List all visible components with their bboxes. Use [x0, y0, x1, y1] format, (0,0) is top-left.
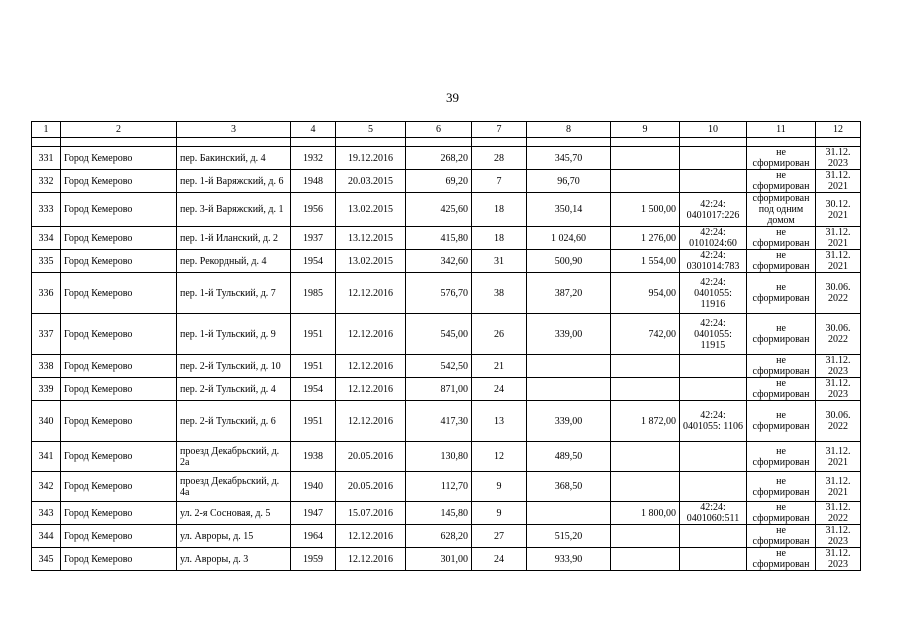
land-area-cell — [611, 442, 680, 472]
column-header: 4 — [291, 122, 336, 138]
land-status-cell: не сформирован — [747, 401, 816, 442]
address-cell: пер. 3-й Варяжский, д. 1 — [177, 193, 291, 227]
row-number: 338 — [32, 355, 61, 378]
area-cell: 342,60 — [406, 250, 472, 273]
year-cell: 1985 — [291, 273, 336, 314]
address-cell: пер. 2-й Тульский, д. 6 — [177, 401, 291, 442]
land-status-cell: не сформирован — [747, 170, 816, 193]
residents-cell: 27 — [472, 525, 527, 548]
address-cell: пер. 1-й Варяжский, д. 6 — [177, 170, 291, 193]
address-cell: пер. Рекордный, д. 4 — [177, 250, 291, 273]
residents-cell: 38 — [472, 273, 527, 314]
land-area-cell — [611, 548, 680, 571]
area-cell: 576,70 — [406, 273, 472, 314]
land-area-cell — [611, 525, 680, 548]
table-row — [32, 227, 861, 250]
land-status-cell: не сформирован — [747, 525, 816, 548]
cadastral-number-cell: 42:24: 0401055: 11916 — [680, 273, 747, 314]
page-number: 39 — [446, 90, 459, 105]
living-area-cell: 345,70 — [527, 147, 611, 170]
date-cell: 15.07.2016 — [336, 502, 406, 525]
date-cell: 20.05.2016 — [336, 442, 406, 472]
city-cell: Город Кемерово — [61, 442, 177, 472]
column-header: 7 — [472, 122, 527, 138]
city-cell: Город Кемерово — [61, 147, 177, 170]
row-number: 343 — [32, 502, 61, 525]
date-cell: 13.02.2015 — [336, 250, 406, 273]
city-cell: Город Кемерово — [61, 273, 177, 314]
column-header: 2 — [61, 122, 177, 138]
cadastral-number-cell: 42:24: 0401060:511 — [680, 502, 747, 525]
land-status-cell: не сформирован — [747, 227, 816, 250]
land-area-cell: 742,00 — [611, 314, 680, 355]
date-cell: 20.05.2016 — [336, 472, 406, 502]
living-area-cell: 96,70 — [527, 170, 611, 193]
area-cell: 542,50 — [406, 355, 472, 378]
city-cell: Город Кемерово — [61, 193, 177, 227]
land-status-cell: не сформирован — [747, 147, 816, 170]
living-area-cell: 368,50 — [527, 472, 611, 502]
address-cell: пер. 1-й Тульский, д. 9 — [177, 314, 291, 355]
cadastral-number-cell — [680, 170, 747, 193]
year-cell: 1937 — [291, 227, 336, 250]
living-area-cell — [527, 502, 611, 525]
residents-cell: 18 — [472, 227, 527, 250]
city-cell: Город Кемерово — [61, 472, 177, 502]
land-area-cell: 1 276,00 — [611, 227, 680, 250]
living-area-cell: 500,90 — [527, 250, 611, 273]
area-cell: 145,80 — [406, 502, 472, 525]
land-area-cell: 1 500,00 — [611, 193, 680, 227]
living-area-cell: 339,00 — [527, 401, 611, 442]
cadastral-number-cell: 42:24: 0301014:783 — [680, 250, 747, 273]
area-cell: 628,20 — [406, 525, 472, 548]
deadline-cell: 30.12. 2021 — [816, 193, 861, 227]
living-area-cell: 933,90 — [527, 548, 611, 571]
living-area-cell: 1 024,60 — [527, 227, 611, 250]
residents-cell: 13 — [472, 401, 527, 442]
year-cell: 1951 — [291, 314, 336, 355]
row-number: 336 — [32, 273, 61, 314]
deadline-cell: 31.12. 2023 — [816, 147, 861, 170]
residents-cell: 24 — [472, 548, 527, 571]
year-cell: 1938 — [291, 442, 336, 472]
deadline-cell: 31.12. 2023 — [816, 525, 861, 548]
address-cell: пер. 2-й Тульский, д. 4 — [177, 378, 291, 401]
cadastral-number-cell — [680, 355, 747, 378]
table-row — [32, 401, 861, 442]
date-cell: 12.12.2016 — [336, 273, 406, 314]
area-cell: 545,00 — [406, 314, 472, 355]
row-number: 331 — [32, 147, 61, 170]
land-status-cell: не сформирован — [747, 273, 816, 314]
column-header: 11 — [747, 122, 816, 138]
living-area-cell: 489,50 — [527, 442, 611, 472]
city-cell: Город Кемерово — [61, 502, 177, 525]
row-number: 337 — [32, 314, 61, 355]
year-cell: 1951 — [291, 355, 336, 378]
address-cell: ул. Авроры, д. 3 — [177, 548, 291, 571]
table-row — [32, 502, 861, 525]
living-area-cell: 350,14 — [527, 193, 611, 227]
table-row — [32, 147, 861, 170]
area-cell: 112,70 — [406, 472, 472, 502]
residents-cell: 9 — [472, 502, 527, 525]
date-cell: 12.12.2016 — [336, 355, 406, 378]
table-body — [32, 122, 861, 571]
deadline-cell: 31.12. 2021 — [816, 250, 861, 273]
city-cell: Город Кемерово — [61, 401, 177, 442]
area-cell: 130,80 — [406, 442, 472, 472]
land-area-cell — [611, 378, 680, 401]
land-area-cell: 1 800,00 — [611, 502, 680, 525]
row-number: 332 — [32, 170, 61, 193]
date-cell: 12.12.2016 — [336, 525, 406, 548]
residents-cell: 7 — [472, 170, 527, 193]
land-status-cell: сформирован под одним домом — [747, 193, 816, 227]
cadastral-number-cell — [680, 548, 747, 571]
land-status-cell: не сформирован — [747, 378, 816, 401]
date-cell: 12.12.2016 — [336, 378, 406, 401]
cadastral-number-cell: 42:24: 0401017:226 — [680, 193, 747, 227]
cadastral-number-cell — [680, 442, 747, 472]
cadastral-number-cell: 42:24: 0401055: 11915 — [680, 314, 747, 355]
residents-cell: 28 — [472, 147, 527, 170]
row-number: 339 — [32, 378, 61, 401]
table-row — [32, 314, 861, 355]
deadline-cell: 31.12. 2021 — [816, 472, 861, 502]
address-cell: пер. Бакинский, д. 4 — [177, 147, 291, 170]
year-cell: 1932 — [291, 147, 336, 170]
deadline-cell: 31.12. 2022 — [816, 502, 861, 525]
address-cell: пер. 1-й Иланский, д. 2 — [177, 227, 291, 250]
year-cell: 1959 — [291, 548, 336, 571]
year-cell: 1954 — [291, 250, 336, 273]
date-cell: 13.12.2015 — [336, 227, 406, 250]
residents-cell: 24 — [472, 378, 527, 401]
land-area-cell — [611, 147, 680, 170]
address-cell: пер. 1-й Тульский, д. 7 — [177, 273, 291, 314]
area-cell: 871,00 — [406, 378, 472, 401]
land-status-cell: не сформирован — [747, 355, 816, 378]
column-header: 10 — [680, 122, 747, 138]
table-row — [32, 193, 861, 227]
living-area-cell: 339,00 — [527, 314, 611, 355]
table-row — [32, 472, 861, 502]
table-row — [32, 442, 861, 472]
row-number: 342 — [32, 472, 61, 502]
residents-cell: 26 — [472, 314, 527, 355]
city-cell: Город Кемерово — [61, 378, 177, 401]
table-row — [32, 273, 861, 314]
residents-cell: 18 — [472, 193, 527, 227]
land-status-cell: не сформирован — [747, 314, 816, 355]
table-row — [32, 355, 861, 378]
city-cell: Город Кемерово — [61, 548, 177, 571]
deadline-cell: 31.12. 2021 — [816, 227, 861, 250]
land-area-cell — [611, 355, 680, 378]
year-cell: 1954 — [291, 378, 336, 401]
table-row — [32, 250, 861, 273]
deadline-cell: 31.12. 2023 — [816, 355, 861, 378]
land-status-cell: не сформирован — [747, 502, 816, 525]
deadline-cell: 30.06. 2022 — [816, 314, 861, 355]
date-cell: 20.03.2015 — [336, 170, 406, 193]
header-row — [32, 122, 861, 138]
area-cell: 417,30 — [406, 401, 472, 442]
cadastral-number-cell — [680, 147, 747, 170]
year-cell: 1948 — [291, 170, 336, 193]
row-number: 335 — [32, 250, 61, 273]
date-cell: 19.12.2016 — [336, 147, 406, 170]
date-cell: 13.02.2015 — [336, 193, 406, 227]
land-area-cell — [611, 170, 680, 193]
row-number: 345 — [32, 548, 61, 571]
row-number: 333 — [32, 193, 61, 227]
date-cell: 12.12.2016 — [336, 401, 406, 442]
area-cell: 69,20 — [406, 170, 472, 193]
land-area-cell: 1 554,00 — [611, 250, 680, 273]
year-cell: 1951 — [291, 401, 336, 442]
living-area-cell — [527, 378, 611, 401]
deadline-cell: 31.12. 2023 — [816, 378, 861, 401]
living-area-cell: 387,20 — [527, 273, 611, 314]
address-cell: пер. 2-й Тульский, д. 10 — [177, 355, 291, 378]
land-area-cell — [611, 472, 680, 502]
row-number: 334 — [32, 227, 61, 250]
table-row — [32, 548, 861, 571]
land-area-cell: 954,00 — [611, 273, 680, 314]
address-cell: проезд Декабрьский, д. 2а — [177, 442, 291, 472]
date-cell: 12.12.2016 — [336, 314, 406, 355]
address-cell: ул. 2-я Сосновая, д. 5 — [177, 502, 291, 525]
cadastral-number-cell: 42:24: 0401055: 1106 — [680, 401, 747, 442]
deadline-cell: 31.12. 2021 — [816, 170, 861, 193]
row-number: 344 — [32, 525, 61, 548]
year-cell: 1947 — [291, 502, 336, 525]
area-cell: 301,00 — [406, 548, 472, 571]
city-cell: Город Кемерово — [61, 525, 177, 548]
year-cell: 1940 — [291, 472, 336, 502]
housing-register-table — [31, 121, 861, 571]
residents-cell: 21 — [472, 355, 527, 378]
date-cell: 12.12.2016 — [336, 548, 406, 571]
cadastral-number-cell — [680, 472, 747, 502]
land-status-cell: не сформирован — [747, 250, 816, 273]
residents-cell: 31 — [472, 250, 527, 273]
deadline-cell: 30.06. 2022 — [816, 401, 861, 442]
deadline-cell: 31.12. 2021 — [816, 442, 861, 472]
land-status-cell: не сформирован — [747, 442, 816, 472]
land-status-cell: не сформирован — [747, 472, 816, 502]
address-cell: ул. Авроры, д. 15 — [177, 525, 291, 548]
residents-cell: 12 — [472, 442, 527, 472]
table-row — [32, 170, 861, 193]
cadastral-number-cell — [680, 378, 747, 401]
year-cell: 1964 — [291, 525, 336, 548]
row-number: 340 — [32, 401, 61, 442]
city-cell: Город Кемерово — [61, 314, 177, 355]
area-cell: 268,20 — [406, 147, 472, 170]
deadline-cell: 30.06. 2022 — [816, 273, 861, 314]
deadline-cell: 31.12. 2023 — [816, 548, 861, 571]
column-header: 1 — [32, 122, 61, 138]
column-header: 8 — [527, 122, 611, 138]
city-cell: Город Кемерово — [61, 170, 177, 193]
city-cell: Город Кемерово — [61, 355, 177, 378]
area-cell: 425,60 — [406, 193, 472, 227]
land-area-cell: 1 872,00 — [611, 401, 680, 442]
city-cell: Город Кемерово — [61, 250, 177, 273]
table-row — [32, 378, 861, 401]
city-cell: Город Кемерово — [61, 227, 177, 250]
residents-cell: 9 — [472, 472, 527, 502]
year-cell: 1956 — [291, 193, 336, 227]
column-header: 12 — [816, 122, 861, 138]
table-row — [32, 525, 861, 548]
area-cell: 415,80 — [406, 227, 472, 250]
column-header: 5 — [336, 122, 406, 138]
living-area-cell — [527, 355, 611, 378]
living-area-cell: 515,20 — [527, 525, 611, 548]
column-header: 3 — [177, 122, 291, 138]
land-status-cell: не сформирован — [747, 548, 816, 571]
cadastral-number-cell — [680, 525, 747, 548]
column-header: 6 — [406, 122, 472, 138]
column-header: 9 — [611, 122, 680, 138]
cadastral-number-cell: 42:24: 0101024:60 — [680, 227, 747, 250]
spacer-row — [32, 138, 861, 147]
address-cell: проезд Декабрьский, д. 4а — [177, 472, 291, 502]
row-number: 341 — [32, 442, 61, 472]
